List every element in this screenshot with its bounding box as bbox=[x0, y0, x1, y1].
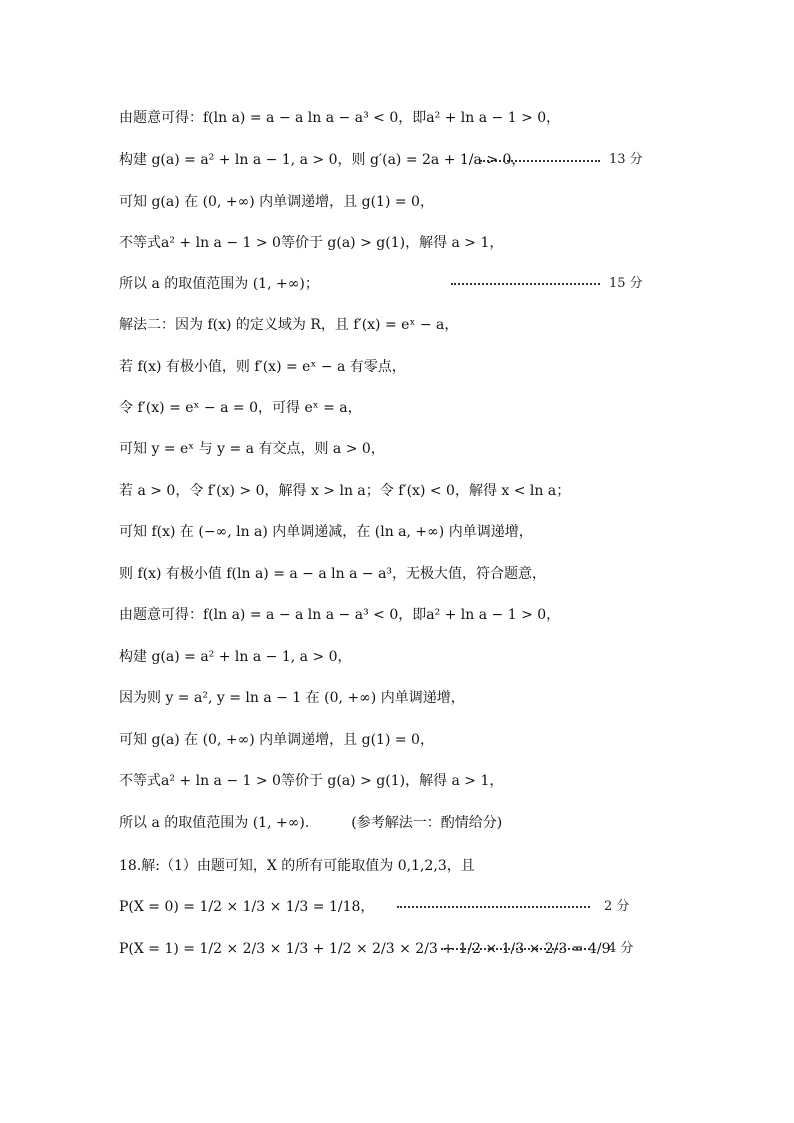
leader-dots bbox=[397, 906, 590, 908]
score-label: 13 分 bbox=[609, 152, 643, 167]
text-line: 因为则 y = a², y = ln a − 1 在 (0, +∞) 内单调递增， bbox=[119, 690, 465, 706]
text-line: 若 a > 0，令 f′(x) > 0，解得 x > ln a；令 f′(x) < 0，解得 x < ln a； bbox=[119, 483, 571, 499]
text-line: 若 f(x) 有极小值，则 f′(x) = eˣ − a 有零点， bbox=[119, 359, 406, 375]
score-label: 4 分 bbox=[608, 941, 634, 956]
leader-dots bbox=[480, 160, 600, 162]
text-line: 由题意可得：f(ln a) = a − a ln a − a³ < 0，即a² + ln a − 1 > 0， bbox=[119, 110, 561, 126]
text-line: 可知 g(a) 在 (0, +∞) 内单调递增，且 g(1) = 0， bbox=[119, 194, 434, 210]
score-label: 15 分 bbox=[609, 276, 643, 291]
text-line: 可知 g(a) 在 (0, +∞) 内单调递增，且 g(1) = 0， bbox=[119, 732, 434, 748]
leader-dots bbox=[441, 948, 590, 950]
text-line: 所以 a 的取值范围为 (1, +∞)； bbox=[119, 276, 319, 292]
text-line: 不等式a² + ln a − 1 > 0等价于 g(a) > g(1)，解得 a > 1， bbox=[119, 773, 504, 789]
text-line: P(X = 0) = 1/2 × 1/3 × 1/3 = 1/18， bbox=[119, 899, 375, 915]
text-line: 18.解:（1）由题可知，X 的所有可能取值为 0,1,2,3，且 bbox=[119, 858, 475, 874]
text-line: 令 f′(x) = eˣ − a = 0，可得 eˣ = a， bbox=[119, 400, 362, 416]
text-line: 由题意可得：f(ln a) = a − a ln a − a³ < 0，即a² + ln a − 1 > 0， bbox=[119, 607, 561, 623]
text-line: 则 f(x) 有极小值 f(ln a) = a − a ln a − a³，无极大值，符合题意， bbox=[119, 566, 547, 582]
text-line: 解法二：因为 f(x) 的定义域为 R，且 f′(x) = eˣ − a， bbox=[119, 317, 459, 333]
leader-dots bbox=[451, 283, 600, 285]
text-line: 构建 g(a) = a² + ln a − 1, a > 0，则 g′(a) = 2a + 1/a > 0， bbox=[119, 152, 526, 168]
text-line: 可知 f(x) 在 (−∞, ln a) 内单调递减，在 (ln a, +∞) 内单调递增， bbox=[119, 524, 533, 540]
text-line: 可知 y = eˣ 与 y = a 有交点，则 a > 0， bbox=[119, 441, 385, 457]
text-line: 不等式a² + ln a − 1 > 0等价于 g(a) > g(1)，解得 a > 1， bbox=[119, 235, 504, 251]
text-line: 构建 g(a) = a² + ln a − 1, a > 0， bbox=[119, 649, 352, 665]
text-line: P(X = 1) = 1/2 × 2/3 × 1/3 + 1/2 × 2/3 × 2/3 + 1/2 × 1/3 × 2/3 = 4/9 bbox=[119, 941, 611, 957]
text-line: 所以 a 的取值范围为 (1, +∞). (参考解法一：酌情给分) bbox=[119, 815, 503, 831]
score-label: 2 分 bbox=[604, 899, 630, 914]
